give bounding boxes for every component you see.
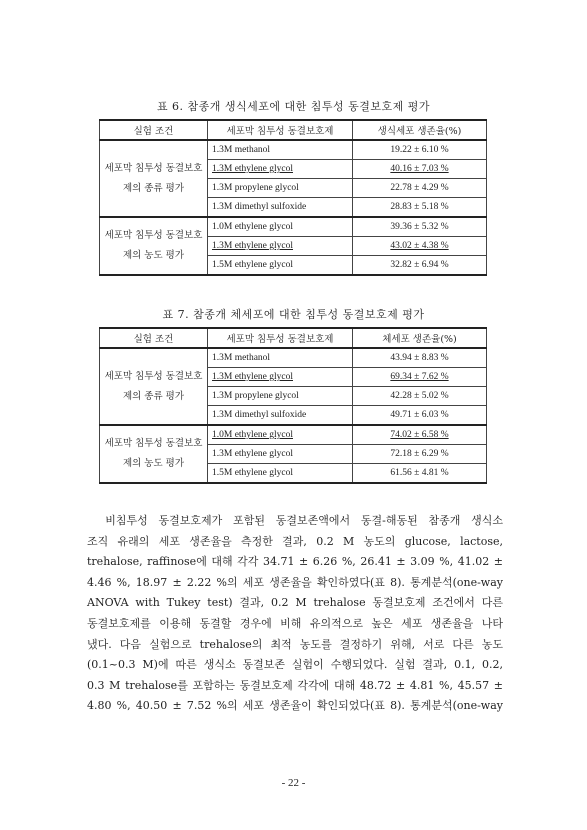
table-row <box>100 140 487 160</box>
table6-header-row <box>100 120 487 140</box>
table-cell-agent: 1.5M ethylene glycol <box>208 256 353 276</box>
table-cell-value: 28.83 ± 5.18 % <box>353 198 487 218</box>
paragraph-line: 조직 유래의 세포 생존율을 측정한 결과, 0.2 M 농도의 glucose, lactose, <box>87 534 503 548</box>
table-cell-value: 42.28 ± 5.02 % <box>353 387 487 406</box>
table-cell-value: 72.18 ± 6.29 % <box>353 445 487 464</box>
table-cell-agent: 1.3M propylene glycol <box>208 179 353 198</box>
paragraph-line: 0.3 M trehalose를 포함하는 동결보호제 각각에 대해 48.72 ± 4.81 %, 45.57 ± <box>87 678 503 692</box>
table6-header-condition: 실험 조건 <box>100 120 208 140</box>
table6 <box>99 119 487 276</box>
body-paragraph <box>87 511 503 717</box>
table7-caption: 표 7. 참종개 체세포에 대한 침투성 동결보호제 평가 <box>162 308 425 321</box>
table-cell-value: 22.78 ± 4.29 % <box>353 179 487 198</box>
table-cell-agent: 1.3M propylene glycol <box>208 387 353 406</box>
table7-group1-label: 세포막 침투성 동결보호제의 종류 평가 <box>100 348 208 425</box>
table-cell-value: 32.82 ± 6.94 % <box>353 256 487 276</box>
table6-group1-label: 세포막 침투성 동결보호제의 종류 평가 <box>100 140 208 217</box>
table7 <box>99 327 487 484</box>
table6-caption: 표 6. 참종개 생식세포에 대한 침투성 동결보호제 평가 <box>156 100 431 113</box>
table-cell-agent: 1.3M ethylene glycol <box>212 164 293 174</box>
table-cell-value: 69.34 ± 7.62 % <box>390 372 449 382</box>
table6-group2-label: 세포막 침투성 동결보호제의 농도 평가 <box>100 217 208 275</box>
table-cell-agent: 1.3M ethylene glycol <box>208 445 353 464</box>
table7-header-row <box>100 328 487 348</box>
table7-header-condition: 실험 조건 <box>100 328 208 348</box>
table-cell-value: 39.36 ± 5.32 % <box>353 217 487 237</box>
table-cell-agent: 1.3M methanol <box>208 140 353 160</box>
table7-group2-label: 세포막 침투성 동결보호제의 농도 평가 <box>100 425 208 483</box>
table-cell-value: 49.71 ± 6.03 % <box>353 406 487 426</box>
table-cell-agent: 1.5M ethylene glycol <box>208 464 353 484</box>
table6-header-agent: 세포막 침투성 동결보호제 <box>208 120 353 140</box>
table7-header-survival: 체세포 생존율(%) <box>353 328 487 348</box>
table-cell-agent: 1.3M ethylene glycol <box>212 372 293 382</box>
table-cell-agent: 1.3M ethylene glycol <box>212 241 293 251</box>
table-cell-value: 61.56 ± 4.81 % <box>353 464 487 484</box>
table-row <box>100 348 487 368</box>
table-cell-agent: 1.3M methanol <box>208 348 353 368</box>
paragraph-line: 4.80 %, 40.50 ± 7.52 %의 세포 생존율이 확인되었다(표 8). 통계분석(one-way <box>87 699 503 713</box>
page-number: - 22 - <box>281 777 306 789</box>
table-cell-agent: 1.0M ethylene glycol <box>208 217 353 237</box>
table-row <box>100 425 487 445</box>
table-cell-agent: 1.3M dimethyl sulfoxide <box>208 198 353 218</box>
paragraph-line: 동결보호제를 이용해 동결할 경우에 비해 유의적으로 높은 세포 생존율을 나타 <box>87 616 503 630</box>
table-cell-value: 43.94 ± 8.83 % <box>353 348 487 368</box>
paragraph-line: 비침투성 동결보호제가 포함된 동결보존액에서 동결-해동된 참종개 생식소 <box>87 514 503 527</box>
table-cell-value: 19.22 ± 6.10 % <box>353 140 487 160</box>
table-row <box>100 217 487 237</box>
table-cell-agent: 1.3M dimethyl sulfoxide <box>208 406 353 426</box>
paragraph-line: 4.46 %, 18.97 ± 2.22 %의 세포 생존율을 확인하였다(표 8). 통계분석(one-way <box>87 575 503 589</box>
table6-header-survival: 생식세포 생존율(%) <box>353 120 487 140</box>
paragraph-line: ANOVA with Tukey test) 결과, 0.2 M trehalose 동결보호제 조건에서 다른 <box>87 596 503 610</box>
paragraph-line: 냈다. 다음 실험으로 trehalose의 최적 농도를 결정하기 위해, 서로 다른 농도 <box>87 637 503 651</box>
table7-header-agent: 세포막 침투성 동결보호제 <box>208 328 353 348</box>
table-cell-agent: 1.0M ethylene glycol <box>212 430 293 440</box>
table-cell-value: 40.16 ± 7.03 % <box>390 164 449 174</box>
paragraph-line: (0.1~0.3 M)에 따른 생식소 동결보존 실험이 수행되었다. 실험 결과, 0.1, 0.2, <box>87 658 503 672</box>
paragraph-line: trehalose, raffinose에 대해 각각 34.71 ± 6.26 %, 26.41 ± 3.09 %, 41.02 ± <box>87 555 503 569</box>
table-cell-value: 43.02 ± 4.38 % <box>390 241 449 251</box>
table-cell-value: 74.02 ± 6.58 % <box>390 430 449 440</box>
